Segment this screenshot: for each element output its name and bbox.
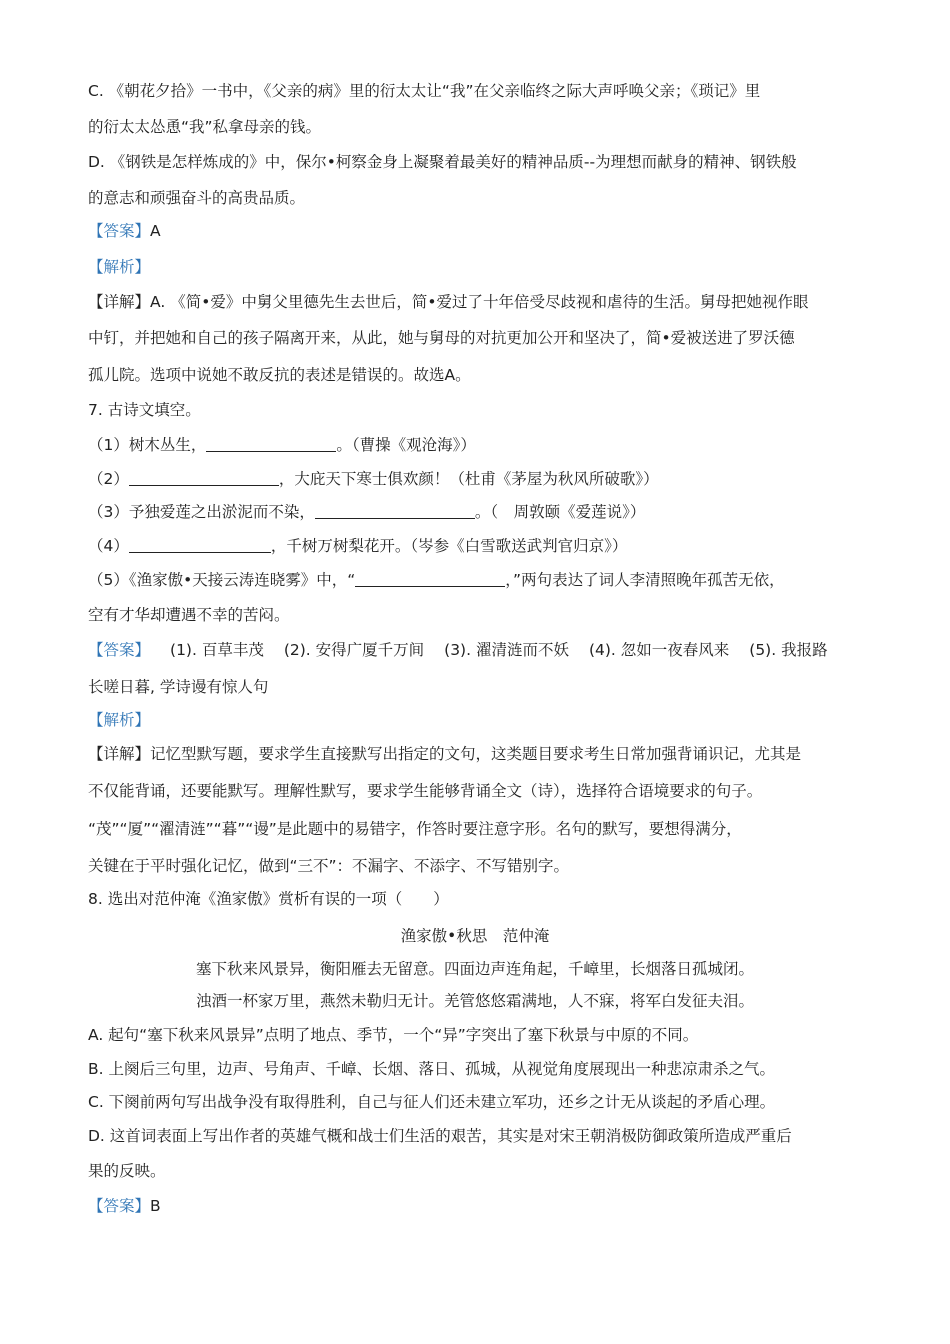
q8-option-d-line-2: 果的反映。: [88, 1162, 166, 1180]
answer-tag: 【答案】: [88, 222, 151, 240]
q8-option-d-line-1: D. 这首词表面上写出作者的英雄气概和战士们生活的艰苦，其实是对宋王朝消极防御政策所造成严重后: [88, 1127, 792, 1145]
poem-line-2: 浊酒一杯家万里，燕然未勒归无计。羌管悠悠霜满地，人不寐，将军白发征夫泪。: [195, 992, 754, 1010]
analysis-tag: 【解析】: [88, 258, 151, 276]
q7-detail-line-1: [88, 743, 880, 765]
q7-answer-1: (1). 百草丰茂: [170, 641, 264, 659]
q7-item-5: [88, 569, 880, 591]
q7-item-2-suffix: ，大庇天下寒士俱欢颜！（杜甫《茅屋为秋风所破歌》）: [278, 470, 659, 488]
detail-line-3: 孤儿院。选项中说她不敢反抗的表述是错误的。故选A。: [88, 366, 471, 384]
q7-analysis-tag: 【解析】: [88, 711, 151, 729]
q7-item-1-prefix: （1）树木丛生，: [88, 436, 207, 454]
option-d-line-1: D. 《钢铁是怎样炼成的》中，保尔•柯察金身上凝聚着最美好的精神品质--为理想而献身的精神、钢铁般: [88, 153, 797, 171]
q7-answer-2: (2). 安得广厦千万间: [283, 641, 425, 659]
option-d-line-2: 的意志和顽强奋斗的高贵品质。: [88, 189, 306, 207]
q8-option-a: A. 起句“塞下秋来风景异”点明了地点、季节，一个“异”字突出了塞下秋景与中原的不同。: [88, 1026, 699, 1044]
q8-title: 8. 选出对范仲淹《渔家傲》赏析有误的一项（ ）: [88, 890, 449, 908]
q8-answer-row: [88, 1195, 880, 1217]
fill-blank-4[interactable]: [129, 536, 271, 553]
q7-answer-5: (5). 我报路: [749, 641, 828, 659]
option-c-line-1: C. 《朝花夕拾》一书中，《父亲的病》里的衍太太让“我”在父亲临终之际大声呼唤父亲；《琐记》里: [88, 82, 761, 100]
q7-item-3-suffix: 。（ 周敦颐《爱莲说》）: [474, 503, 646, 521]
poem-line-1: 塞下秋来风景异，衡阳雁去无留意。四面边声连角起，千嶂里，长烟落日孤城闭。: [195, 960, 754, 978]
fill-blank-2[interactable]: [129, 469, 279, 486]
detail-line-2: 中钉，并把她和自己的孩子隔离开来，从此，她与舅母的对抗更加公开和坚决了，简•爱被送进了罗沃德: [88, 329, 795, 347]
fill-blank-3[interactable]: [315, 502, 475, 519]
q7-answer-tag: 【答案】: [88, 641, 151, 659]
q7-item-3: [88, 501, 880, 523]
option-c-line-2: 的衍太太怂恿“我”私拿母亲的钱。: [88, 118, 322, 136]
q7-item-4-prefix: （4）: [88, 537, 129, 555]
q7-answer-3: (3). 濯清涟而不妖: [444, 641, 569, 659]
q7-answer-line-2: 长嗟日暮, 学诗谩有惊人句: [88, 678, 269, 696]
q8-option-b: B. 上阕后三句里，边声、号角声、千嶂、长烟、落日、孤城，从视觉角度展现出一种悲凉肃杀之气。: [88, 1060, 775, 1078]
q7-item-1-suffix: 。（曹操《观沧海》）: [336, 436, 476, 454]
fill-blank-5[interactable]: [355, 570, 505, 587]
detail-text: A. 《简•爱》中舅父里德先生去世后，简•爱过了十年倍受尽歧视和虐待的生活。舅母把她视作眼: [150, 293, 809, 311]
q7-answer-4: (4). 忽如一夜春风来: [588, 641, 730, 659]
q7-title: 7. 古诗文填空。: [88, 401, 201, 419]
q7-detail-tag: 【详解】: [88, 745, 151, 763]
q8-answer-value: B: [150, 1197, 161, 1215]
q7-detail-line-2: 不仅能背诵，还要能默写。理解性默写，要求学生能够背诵全文（诗），选择符合语境要求的句子。: [88, 782, 763, 800]
q8-answer-tag: 【答案】: [88, 1197, 151, 1215]
q7-item-5-suffix: ，”两句表达了词人李清照晚年孤苦无依，: [505, 571, 785, 589]
detail-tag: 【详解】: [88, 293, 151, 311]
q7-detail-line-4: 关键在于平时强化记忆，做到“三不”：不漏字、不添字、不写错别字。: [88, 857, 570, 875]
q7-item-5-line-2: 空有才华却遭遇不幸的苦闷。: [88, 606, 290, 624]
q7-item-5-prefix: （5）《渔家傲•天接云涛连晓雾》中，“: [88, 571, 356, 589]
q7-item-4: [88, 535, 880, 557]
q7-item-1: [88, 434, 880, 456]
q7-item-3-prefix: （3）予独爱莲之出淤泥而不染，: [88, 503, 315, 521]
fill-blank-1[interactable]: [206, 435, 336, 452]
q7-detail-text: 记忆型默写题，要求学生直接默写出指定的文句，这类题目要求考生日常加强背诵识记，尤其是: [150, 745, 802, 763]
answer-row: [88, 220, 880, 242]
q8-option-c: C. 下阕前两句写出战争没有取得胜利，自己与征人们还未建立军功，还乡之计无从谈起的矛盾心理。: [88, 1093, 776, 1111]
detail-line-1: [88, 291, 880, 313]
answer-value: A: [150, 222, 161, 240]
q7-detail-line-3: “茂”“厦”“濯清涟”“暮”“谩”是此题中的易错字，作答时要注意字形。名句的默写，要想得满分，: [88, 820, 742, 838]
q7-answer-row: [88, 639, 880, 661]
q7-item-4-suffix: ，千树万树梨花开。（岑参《白雪歌送武判官归京》）: [270, 537, 628, 555]
q7-item-2: [88, 468, 880, 490]
q7-item-2-prefix: （2）: [88, 470, 129, 488]
poem-title: 渔家傲•秋思 范仲淹: [400, 927, 550, 945]
